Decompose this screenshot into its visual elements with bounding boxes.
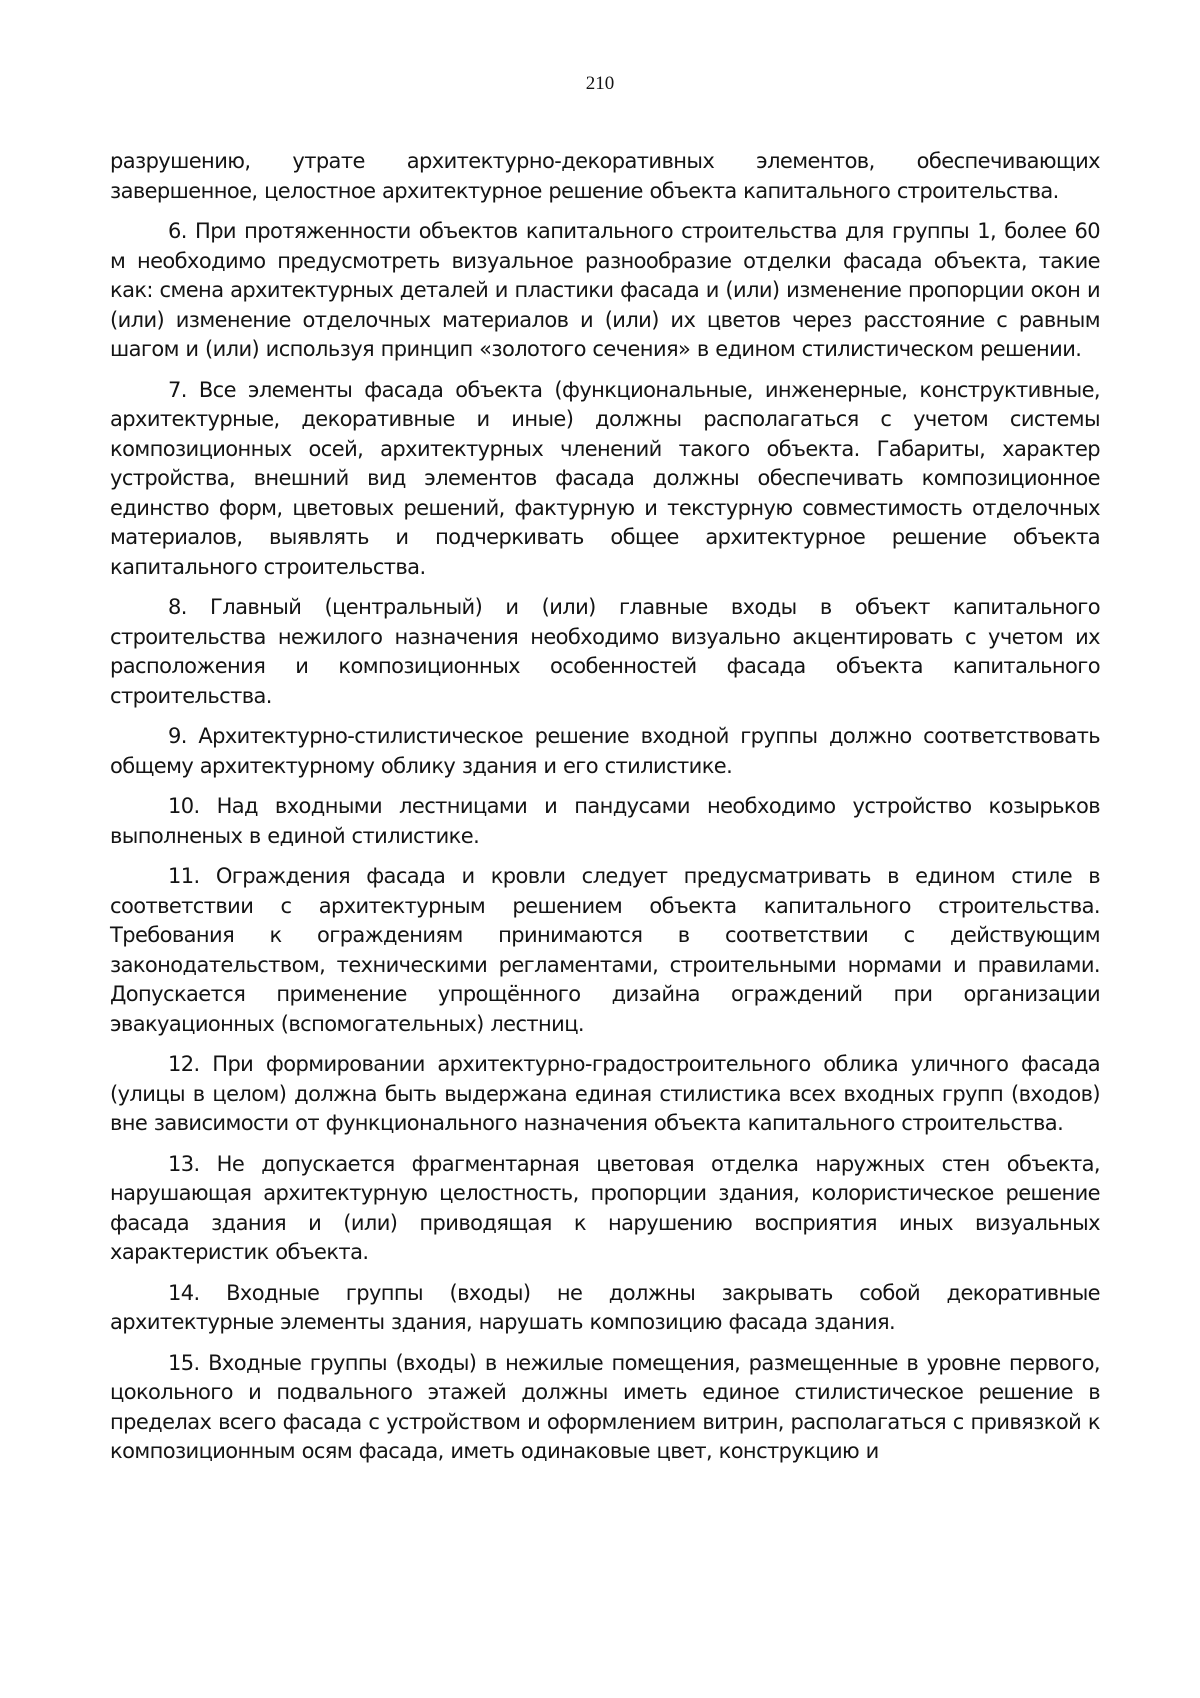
- paragraph-text: При протяженности объектов капитального строительства для группы 1, более 60 м необходимо предусмотреть визуальное разнообразие отделки фасада объекта, такие как: смена архитектурных деталей и пластики фасада и (или) изменение пропорции окон и (или) изменение отделочных материалов и (или) их цветов через расстояние с равным шагом и (или) используя принцип «золотого сечения» в едином стилистическом решении.: [110, 219, 1101, 361]
- paragraph-item-6: [110, 217, 1100, 365]
- paragraph-item-12: [110, 1050, 1100, 1139]
- paragraph-text: Ограждения фасада и кровли следует предусматривать в едином стиле в соответствии с архитектурным решением объекта капитального строительства. Требования к ограждениям принимаются в соответствии с действующим законодательством, техническими регламентами, строительными нормами и правилами. Допускается применение упрощённого дизайна ограждений при организации эвакуационных (вспомогательных) лестниц.: [110, 864, 1101, 1036]
- paragraph-text: Все элементы фасада объекта (функциональные, инженерные, конструктивные, архитектурные, декоративные и иные) должны располагаться с учетом системы композиционных осей, архитектурных членений такого объекта. Габариты, характер устройства, внешний вид элементов фасада должны обеспечивать композиционное единство форм, цветовых решений, фактурную и текстурную совместимость отделочных материалов, выявлять и подчеркивать общее архитектурное решение объекта капитального строительства.: [110, 377, 1101, 579]
- paragraph-text: Не допускается фрагментарная цветовая отделка наружных стен объекта, нарушающая архитектурную целостность, пропорции здания, колористическое решение фасада здания и (или) приводящая к нарушению восприятия иных визуальных характеристик объекта.: [110, 1151, 1100, 1264]
- page-number: 210: [585, 73, 615, 94]
- paragraph-text: Над входными лестницами и пандусами необходимо устройство козырьков выполненых в единой стилистике.: [110, 794, 1100, 848]
- paragraph-text: Архитектурно-стилистическое решение входной группы должно соответствовать общему архитектурному облику здания и его стилистике.: [110, 724, 1100, 778]
- paragraph-text: разрушению, утрате архитектурно-декоративных элементов, обеспечивающих завершенное, целостное архитектурное решение объекта капитального строительства.: [110, 149, 1100, 203]
- paragraph-item-9: [110, 722, 1100, 781]
- paragraph-number: 12.: [168, 1052, 200, 1076]
- paragraph-number: 14.: [168, 1280, 200, 1305]
- paragraph-item-13: [110, 1150, 1100, 1268]
- paragraph-number: 15.: [168, 1350, 200, 1375]
- paragraph-text: При формировании архитектурно-градостроительного облика уличного фасада (улицы в целом) должна быть выдержана единая стилистика всех входных групп (входов) вне зависимости от функционального назначения объекта капитального строительства.: [110, 1052, 1101, 1135]
- paragraph-item-10: [110, 792, 1100, 851]
- paragraph-number: 9.: [168, 724, 187, 748]
- paragraph-continuation: [110, 147, 1100, 206]
- document-body: [110, 147, 1100, 1478]
- paragraph-number: 11.: [168, 864, 200, 888]
- paragraph-text: Главный (центральный) и (или) главные входы в объект капитального строительства нежилого назначения необходимо визуально акцентировать с учетом их расположения и композиционных особенностей фасада объекта капитального строительства.: [110, 595, 1100, 708]
- paragraph-number: 7.: [168, 377, 187, 402]
- paragraph-number: 13.: [168, 1151, 200, 1176]
- paragraph-text: Входные группы (входы) не должны закрывать собой декоративные архитектурные элементы здания, нарушать композицию фасада здания.: [110, 1280, 1100, 1334]
- paragraph-number: 10.: [168, 794, 200, 818]
- paragraph-item-7: [110, 376, 1100, 583]
- paragraph-item-15: [110, 1349, 1100, 1467]
- paragraph-item-11: [110, 862, 1100, 1039]
- paragraph-item-8: [110, 593, 1100, 711]
- paragraph-text: Входные группы (входы) в нежилые помещения, размещенные в уровне первого, цокольного и подвального этажей должны иметь единое стилистическое решение в пределах всего фасада с устройством и оформлением витрин, располагаться с привязкой к композиционным осям фасада, иметь одинаковые цвет, конструкцию и: [110, 1350, 1101, 1463]
- paragraph-number: 6.: [168, 219, 187, 243]
- paragraph-number: 8.: [168, 595, 187, 619]
- paragraph-item-14: [110, 1279, 1100, 1338]
